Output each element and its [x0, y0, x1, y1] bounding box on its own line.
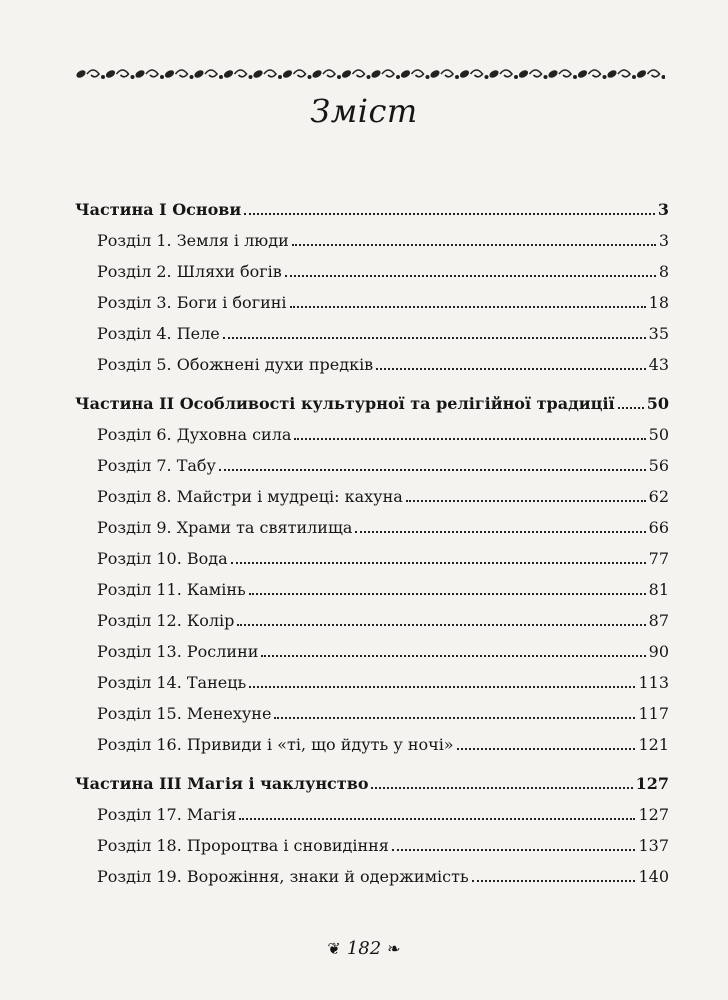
dot-leader: [355, 531, 645, 533]
toc-entry-page: 66: [648, 518, 669, 537]
dot-leader: [294, 438, 645, 440]
toc-chapter-entry: [75, 805, 669, 836]
toc-entry-label: Розділ 9. Храми та святилища: [97, 518, 353, 537]
dot-leader: [618, 407, 644, 409]
toc-entry-label: Частина ІІІ Магія і чаклунство: [75, 774, 369, 793]
toc-entry-page: 43: [648, 355, 669, 374]
toc-entry-page: 3: [658, 231, 669, 250]
toc-entry-label: Розділ 19. Ворожіння, знаки й одержимість: [97, 867, 469, 886]
dot-leader: [376, 368, 645, 370]
dot-leader: [274, 717, 635, 719]
toc-chapter-entry: [75, 704, 669, 735]
dot-leader: [371, 787, 632, 789]
toc-chapter-entry: [75, 231, 669, 262]
toc-chapter-entry: [75, 293, 669, 324]
toc-entry-label: Частина І Основи: [75, 200, 242, 219]
toc-entry-page: 127: [635, 774, 669, 793]
toc-entry-page: 50: [646, 394, 669, 413]
toc-part-entry: [75, 774, 669, 805]
toc-chapter-entry: [75, 735, 669, 766]
toc-entry-page: 50: [648, 425, 669, 444]
toc-chapter-entry: [75, 611, 669, 642]
toc-entry-label: Розділ 14. Танець: [97, 673, 247, 692]
toc-entry-label: Розділ 3. Боги і богині: [97, 293, 287, 312]
dot-leader: [223, 337, 646, 339]
toc-part-entry: [75, 394, 669, 425]
dot-leader: [249, 593, 646, 595]
page-number: 182: [346, 938, 382, 959]
toc-entry-page: 56: [648, 456, 669, 475]
dot-leader: [292, 244, 656, 246]
toc-chapter-entry: [75, 518, 669, 549]
toc-entry-label: Розділ 12. Колір: [97, 611, 235, 630]
toc-entry-label: Частина ІІ Особливості культурної та релігійної традиції: [75, 394, 615, 413]
dot-leader: [219, 469, 646, 471]
toc-entry-page: 127: [638, 805, 669, 824]
toc-entry-label: Розділ 7. Табу: [97, 456, 216, 475]
page-title: Зміст: [310, 92, 418, 130]
toc-entry-page: 35: [648, 324, 669, 343]
left-ornament-icon: ❦: [327, 939, 341, 958]
toc-chapter-entry: [75, 580, 669, 611]
toc-chapter-entry: [75, 355, 669, 386]
toc-entry-page: 137: [638, 836, 669, 855]
dot-leader: [285, 275, 656, 277]
dot-leader: [290, 306, 646, 308]
toc-entry-label: Розділ 6. Духовна сила: [97, 425, 292, 444]
toc-entry-page: 140: [638, 867, 669, 886]
toc-chapter-entry: [75, 836, 669, 867]
toc-entry-label: Розділ 13. Рослини: [97, 642, 259, 661]
toc-entry-label: Розділ 16. Привиди і «ті, що йдуть у ночі»: [97, 735, 454, 754]
dot-leader: [457, 748, 636, 750]
toc-entry-label: Розділ 11. Камінь: [97, 580, 246, 599]
toc-entry-label: Розділ 10. Вода: [97, 549, 228, 568]
toc-chapter-entry: [75, 673, 669, 704]
toc-chapter-entry: [75, 324, 669, 355]
dot-leader: [237, 624, 645, 626]
dot-leader: [261, 655, 645, 657]
toc-entry-page: 87: [648, 611, 669, 630]
toc-entry-page: 81: [648, 580, 669, 599]
toc-entry-page: 117: [638, 704, 669, 723]
toc-entry-page: 62: [648, 487, 669, 506]
toc-entry-label: Розділ 5. Обожнені духи предків: [97, 355, 374, 374]
dot-leader: [244, 213, 655, 215]
toc-entry-label: Розділ 4. Пеле: [97, 324, 220, 343]
toc-entry-page: 18: [648, 293, 669, 312]
dot-leader: [231, 562, 646, 564]
toc-entry-page: 90: [648, 642, 669, 661]
toc-entry-page: 3: [657, 200, 669, 219]
toc-chapter-entry: [75, 642, 669, 673]
toc-chapter-entry: [75, 262, 669, 293]
toc-chapter-entry: [75, 867, 669, 898]
page-footer: [0, 938, 728, 959]
toc-entry-page: 113: [638, 673, 669, 692]
dot-leader: [249, 686, 635, 688]
toc-entry-page: 77: [648, 549, 669, 568]
toc-chapter-entry: [75, 549, 669, 580]
dot-leader: [239, 818, 635, 820]
toc-entry-label: Розділ 18. Пророцтва і сновидіння: [97, 836, 389, 855]
toc-entry-label: Розділ 8. Майстри і мудреці: кахуна: [97, 487, 403, 506]
dot-leader: [392, 849, 636, 851]
toc-entry-label: Розділ 2. Шляхи богів: [97, 262, 282, 281]
toc-entry-page: 8: [658, 262, 669, 281]
toc-chapter-entry: [75, 487, 669, 518]
right-ornament-icon: ❧: [387, 939, 401, 958]
toc-part-entry: [75, 200, 669, 231]
toc-chapter-entry: [75, 425, 669, 456]
toc-entry-label: Розділ 17. Магія: [97, 805, 237, 824]
table-of-contents: [75, 200, 669, 898]
toc-chapter-entry: [75, 456, 669, 487]
toc-entry-label: Розділ 15. Менехуне: [97, 704, 272, 723]
toc-entry-page: 121: [638, 735, 669, 754]
dot-leader: [406, 500, 646, 502]
dot-leader: [472, 880, 636, 882]
header-ornament-icon: [75, 65, 665, 83]
toc-entry-label: Розділ 1. Земля і люди: [97, 231, 289, 250]
